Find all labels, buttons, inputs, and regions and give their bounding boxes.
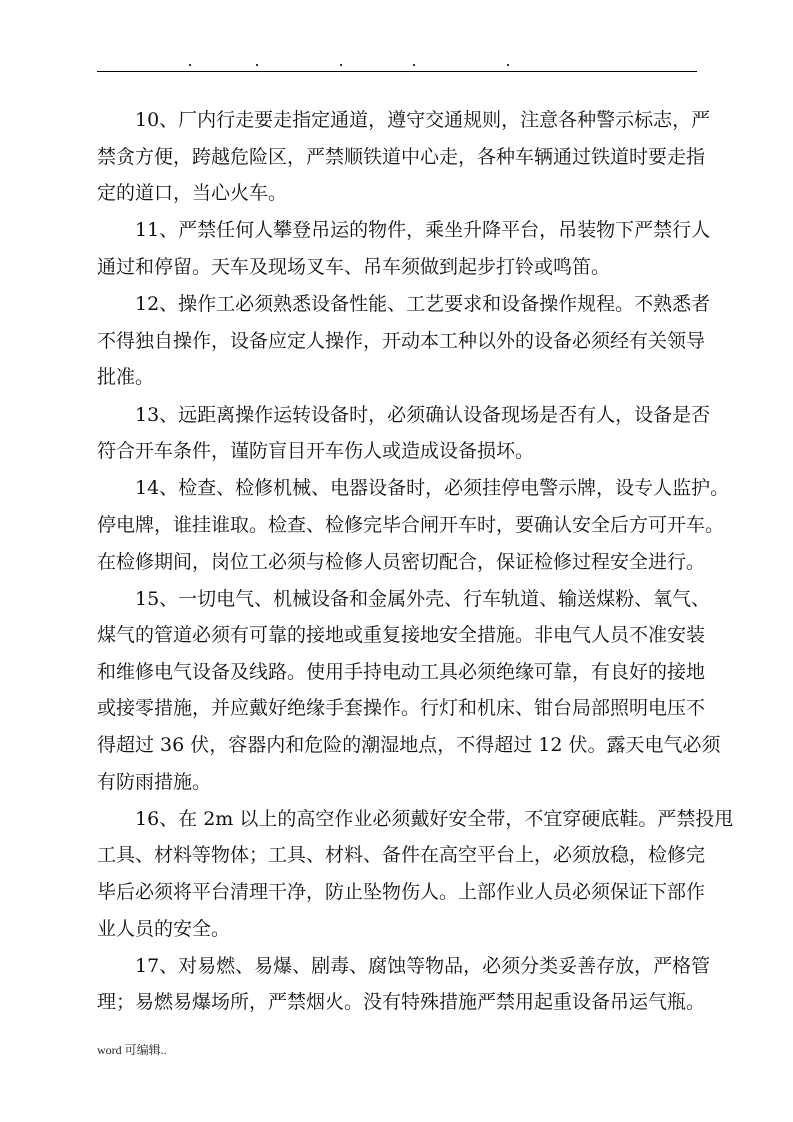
paragraph-line: 业人员的安全。 [97, 917, 231, 940]
header-dot [413, 64, 415, 66]
paragraph-line: 得超过 36 伏，容器内和危险的潮湿地点，不得超过 12 伏。露天电气必须 [97, 734, 721, 757]
header-dot [256, 64, 258, 66]
header-dot [507, 64, 509, 66]
paragraph-line: 理；易燃易爆场所，严禁烟火。没有特殊措施严禁用起重设备吊运气瓶。 [97, 991, 706, 1014]
paragraph-line: 批准。 [97, 366, 155, 389]
paragraph-line: 有防雨措施。 [97, 770, 212, 793]
paragraph [97, 948, 711, 1021]
paragraph-line: 符合开车条件，谨防盲目开车伤人或造成设备损坏。 [97, 440, 535, 463]
paragraph [97, 581, 721, 801]
header-rule [97, 71, 697, 72]
paragraph-line: 通过和停留。天车及现场叉车、吊车须做到起步打铃或鸣笛。 [97, 255, 611, 278]
paragraph-line: 在检修期间，岗位工必须与检修人员密切配合，保证检修过程安全进行。 [97, 550, 706, 573]
header-dot [189, 64, 191, 66]
paragraph-line: 工具、材料等物体；工具、材料、备件在高空平台上，必须放稳，检修完 [97, 844, 706, 867]
paragraph-line: 或接零措施，并应戴好绝缘手套操作。行灯和机床、钳台局部照明电压不 [97, 697, 706, 720]
paragraph-line: 14、检查、检修机械、电器设备时，必须挂停电警示牌，设专人监护。 [135, 477, 730, 500]
paragraph-line: 定的道口，当心火车。 [97, 182, 288, 205]
paragraph [97, 212, 711, 285]
document-body [97, 102, 734, 1022]
footer-note: word 可编辑.. [97, 1043, 167, 1057]
paragraph [97, 102, 711, 212]
paragraph-line: 毕后必须将平台清理干净，防止坠物伤人。上部作业人员必须保证下部作 [97, 881, 706, 904]
paragraph-line: 不得独自操作，设备应定人操作，开动本工种以外的设备必须经有关领导 [97, 329, 706, 352]
paragraph [97, 801, 734, 947]
header-dot [340, 64, 342, 66]
paragraph-line: 10、厂内行走要走指定通道，遵守交通规则，注意各种警示标志，严 [135, 109, 711, 131]
paragraph-line: 16、在 2m 以上的高空作业必须戴好安全带，不宜穿硬底鞋。严禁投甩 [135, 807, 734, 830]
paragraph-line: 13、远距离操作运转设备时，必须确认设备现场是否有人，设备是否 [135, 403, 711, 426]
paragraph [97, 470, 730, 580]
paragraph-line: 15、一切电气、机械设备和金属外壳、行车轨道、输送煤粉、氧气、 [135, 587, 711, 610]
paragraph-line: 11、严禁任何人攀登吊运的物件，乘坐升降平台，吊装物下严禁行人 [135, 219, 711, 242]
paragraph-line: 煤气的管道必须有可靠的接地或重复接地安全措施。非电气人员不准安装 [97, 624, 706, 647]
paragraph [97, 286, 711, 396]
paragraph [97, 397, 711, 470]
paragraph-line: 禁贪方便，跨越危险区，严禁顺铁道中心走，各种车辆通过铁道时要走指 [97, 145, 706, 168]
paragraph-line: 和维修电气设备及线路。使用手持电动工具必须绝缘可靠，有良好的接地 [97, 660, 706, 683]
paragraph-line: 17、对易燃、易爆、剧毒、腐蚀等物品，必须分类妥善存放，严格管 [135, 954, 711, 977]
paragraph-line: 12、操作工必须熟悉设备性能、工艺要求和设备操作规程。不熟悉者 [135, 293, 711, 316]
paragraph-line: 停电牌，谁挂谁取。检查、检修完毕合闸开车时，要确认安全后方可开车。 [97, 513, 725, 536]
